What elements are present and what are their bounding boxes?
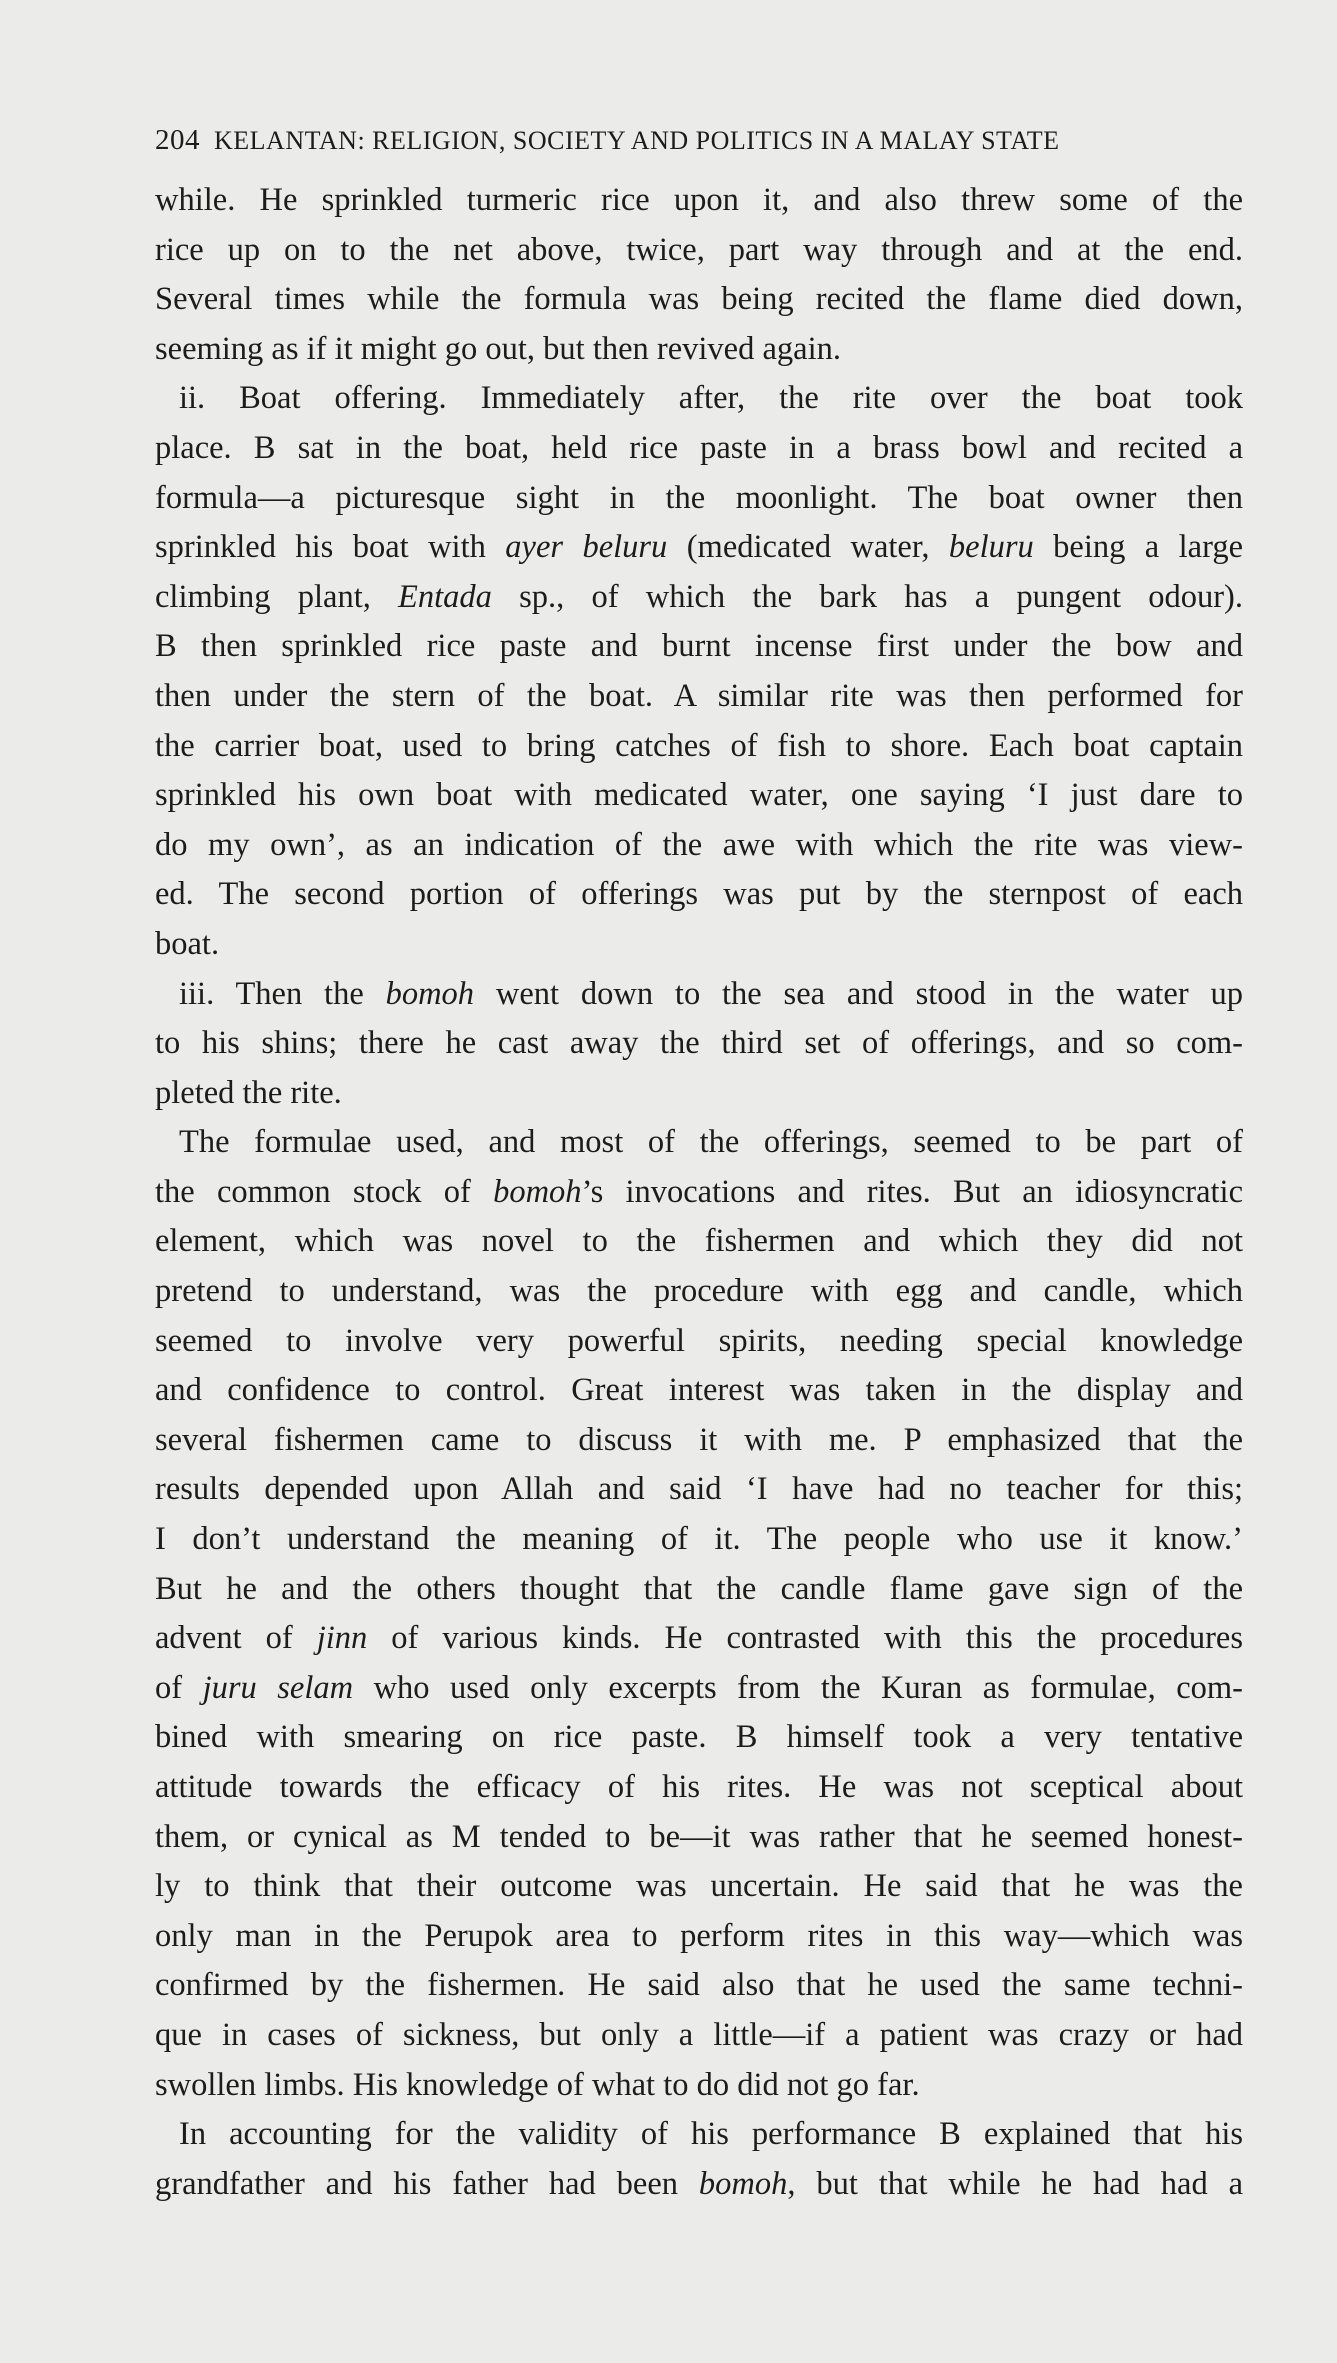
text-line	[155, 474, 1243, 524]
text-line	[155, 523, 1243, 573]
text-segment: and confidence to control. Great interest was taken in the display and	[155, 1372, 1243, 1409]
text-segment: seeming as if it might go out, but then revived again.	[155, 330, 841, 367]
text-segment: I don’t understand the meaning of it. The people who use it know.’	[155, 1521, 1243, 1558]
text-segment: bined with smearing on rice paste. B himself took a very tentative	[155, 1719, 1243, 1756]
text-segment: while. He sprinkled turmeric rice upon it, and also threw some of the	[155, 182, 1243, 218]
text-segment: ly to think that their outcome was uncertain. He said that he was the	[155, 1868, 1243, 1905]
text-segment: boat.	[155, 925, 220, 962]
italic-term: bomoh	[493, 1173, 582, 1210]
text-segment: place. B sat in the boat, held rice paste in a brass bowl and recited a	[155, 429, 1243, 466]
text-segment: then under the stern of the boat. A similar rite was then performed for	[155, 677, 1243, 714]
text-line	[155, 1862, 1243, 1912]
text-line	[155, 1366, 1243, 1416]
text-segment: The formulae used, and most of the offerings, seemed to be part of	[179, 1124, 1243, 1161]
text-segment: ed. The second portion of offerings was put by the sternpost of each	[155, 876, 1243, 913]
italic-term: juru selam	[202, 1669, 354, 1706]
text-line	[155, 1317, 1243, 1367]
text-segment: sprinkled his boat with	[155, 529, 506, 566]
text-line	[155, 870, 1243, 920]
text-line	[155, 2061, 1243, 2111]
text-segment: swollen limbs. His knowledge of what to do did not go far.	[155, 2066, 920, 2103]
text-segment: do my own’, as an indication of the awe with which the rite was view-	[155, 826, 1243, 863]
text-line	[155, 1961, 1243, 2011]
running-title: KELANTAN: RELIGION, SOCIETY AND POLITICS IN A MALAY STATE	[214, 126, 1060, 155]
text-segment: pleted the rite.	[155, 1074, 342, 1111]
text-segment: (medicated water,	[667, 529, 949, 566]
text-line	[155, 1465, 1243, 1515]
text-segment: , but that while he had had a	[787, 2165, 1243, 2202]
text-line	[155, 573, 1243, 623]
text-segment: sprinkled his own boat with medicated water, one saying ‘I just dare to	[155, 777, 1243, 814]
text-line	[155, 672, 1243, 722]
text-line	[155, 1416, 1243, 1466]
text-segment: the carrier boat, used to bring catches of fish to shore. Each boat captain	[155, 727, 1243, 764]
text-line	[155, 325, 1243, 375]
text-line	[155, 1614, 1243, 1664]
text-line	[155, 2110, 1243, 2160]
running-header	[155, 124, 1245, 157]
text-segment: But he and the others thought that the candle flame gave sign of the	[155, 1570, 1243, 1607]
text-segment: seemed to involve very powerful spirits, needing special knowledge	[155, 1322, 1243, 1359]
page-body-text	[155, 176, 1243, 2209]
text-segment: In accounting for the validity of his performance B explained that his	[179, 2116, 1243, 2153]
text-line	[155, 771, 1243, 821]
italic-term: beluru	[948, 529, 1034, 566]
text-segment: rice up on to the net above, twice, part way through and at the end.	[155, 231, 1243, 268]
text-segment: went down to the sea and stood in the water up	[474, 975, 1243, 1012]
text-line	[155, 2011, 1243, 2061]
text-line	[155, 1763, 1243, 1813]
text-segment: iii. Then the	[179, 975, 386, 1012]
text-segment: them, or cynical as M tended to be—it was rather that he seemed honest-	[155, 1818, 1243, 1855]
text-segment: sp., of which the bark has a pungent odour).	[491, 578, 1243, 615]
text-line	[155, 1217, 1243, 1267]
text-line	[155, 1515, 1243, 1565]
italic-term: bomoh	[698, 2165, 788, 2202]
text-line	[155, 176, 1243, 226]
text-line	[155, 821, 1243, 871]
text-segment: advent of	[155, 1620, 317, 1657]
italic-term: jinn	[316, 1620, 368, 1657]
text-line	[155, 1267, 1243, 1317]
text-line	[155, 1664, 1243, 1714]
text-line	[155, 970, 1243, 1020]
text-segment: ii. Boat offering. Immediately after, the rite over the boat took	[179, 380, 1243, 417]
text-line	[155, 1118, 1243, 1168]
text-line	[155, 1713, 1243, 1763]
text-segment: pretend to understand, was the procedure with egg and candle, which	[155, 1273, 1243, 1310]
text-segment: B then sprinkled rice paste and burnt incense first under the bow and	[155, 628, 1243, 665]
text-segment: who used only excerpts from the Kuran as formulae, com-	[353, 1669, 1244, 1706]
text-line	[155, 1069, 1243, 1119]
text-segment: grandfather and his father had been	[155, 2165, 699, 2202]
italic-term: Entada	[398, 578, 492, 615]
text-segment: results depended upon Allah and said ‘I have had no teacher for this;	[155, 1471, 1243, 1508]
text-line	[155, 1565, 1243, 1615]
text-line	[155, 2160, 1243, 2210]
text-segment: que in cases of sickness, but only a little—if a patient was crazy or had	[155, 2016, 1243, 2053]
text-line	[155, 1019, 1243, 1069]
text-segment: attitude towards the efficacy of his rites. He was not sceptical about	[155, 1769, 1243, 1805]
text-segment: to his shins; there he cast away the third set of offerings, and so com-	[155, 1025, 1243, 1062]
text-segment: element, which was novel to the fishermen and which they did not	[155, 1223, 1243, 1260]
text-line	[155, 920, 1243, 970]
text-segment: the common stock of	[155, 1173, 494, 1210]
italic-term: bomoh	[385, 975, 475, 1012]
text-segment: formula—a picturesque sight in the moonlight. The boat owner then	[155, 479, 1243, 516]
text-segment: climbing plant,	[155, 578, 399, 615]
text-line	[155, 622, 1243, 672]
text-line	[155, 1912, 1243, 1962]
text-line	[155, 1813, 1243, 1863]
text-line	[155, 1168, 1243, 1218]
text-segment: being a large	[1033, 529, 1244, 566]
text-segment: only man in the Perupok area to perform rites in this way—which was	[155, 1917, 1243, 1954]
text-line	[155, 275, 1243, 325]
text-line	[155, 722, 1243, 772]
text-line	[155, 424, 1243, 474]
text-segment: of various kinds. He contrasted with this the procedures	[367, 1620, 1243, 1657]
text-segment: several fishermen came to discuss it with me. P emphasized that the	[155, 1421, 1243, 1458]
text-line	[155, 226, 1243, 276]
text-segment: Several times while the formula was being recited the flame died down,	[155, 281, 1243, 318]
text-line	[155, 374, 1243, 424]
page-number: 204	[155, 124, 200, 156]
text-segment: ’s invocations and rites. But an idiosyncratic	[581, 1173, 1244, 1210]
text-segment: confirmed by the fishermen. He said also that he used the same techni-	[155, 1967, 1243, 2004]
italic-term: ayer beluru	[505, 529, 668, 566]
text-segment: of	[155, 1669, 203, 1706]
